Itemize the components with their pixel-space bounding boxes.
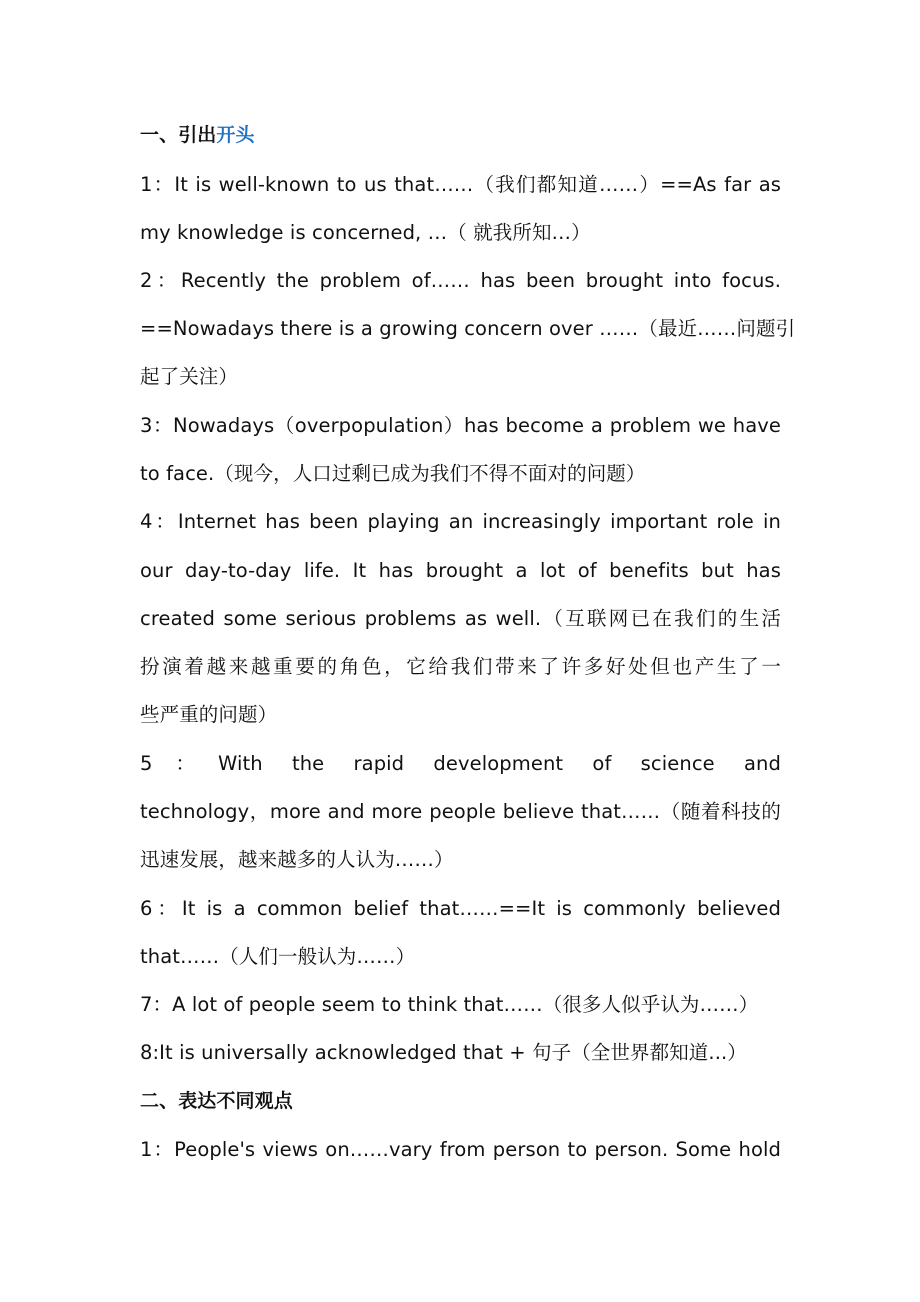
text-line: 迅速发展，越来越多的人认为……） bbox=[140, 848, 454, 871]
text-line: to face.（现今，人口过剩已成为我们不得不面对的问题） bbox=[140, 462, 646, 485]
text-line: 3：Nowadays（overpopulation）has become a problem we have bbox=[140, 414, 781, 437]
heading-accent-text: 开头 bbox=[216, 124, 255, 146]
text-line: 1：It is well-known to us that……（我们都知道……）==As far as bbox=[140, 173, 781, 196]
text-line: our day-to-day life. It has brought a lot of benefits but has bbox=[140, 559, 781, 582]
text-line: 8:It is universally acknowledged that + 句子（全世界都知道...） bbox=[140, 1041, 747, 1064]
text-line: 扮演着越来越重要的角色，它给我们带来了许多好处但也产生了一 bbox=[140, 655, 781, 678]
text-line: 6：It is a common belief that……==It is commonly believed bbox=[140, 897, 781, 920]
text-line: 7：A lot of people seem to think that……（很多人似乎认为……） bbox=[140, 993, 759, 1016]
text-line: 4：Internet has been playing an increasingly important role in bbox=[140, 510, 781, 533]
section-heading-1 bbox=[140, 121, 781, 149]
text-line: 1：People's views on……vary from person to person. Some hold bbox=[140, 1138, 781, 1161]
heading-text: 一、引出 bbox=[140, 124, 217, 146]
text-line: 些严重的问题） bbox=[140, 703, 278, 726]
text-line: my knowledge is concerned, …（ 就我所知…） bbox=[140, 221, 591, 244]
text-line: created some serious problems as well.（互联网已在我们的生活 bbox=[140, 607, 781, 630]
text-line: that……（人们一般认为……） bbox=[140, 945, 416, 968]
text-line: 5：With the rapid development of science and bbox=[140, 752, 781, 775]
text-line: technology，more and more people believe that……（随着科技的 bbox=[140, 800, 781, 823]
text-line: 2：Recently the problem of…… has been brought into focus. bbox=[140, 269, 781, 292]
text-line: ==Nowadays there is a growing concern over ……（最近……问题引 bbox=[140, 317, 796, 340]
section-heading-2: 二、表达不同观点 bbox=[140, 1090, 293, 1112]
text-line: 起了关注） bbox=[140, 365, 239, 388]
